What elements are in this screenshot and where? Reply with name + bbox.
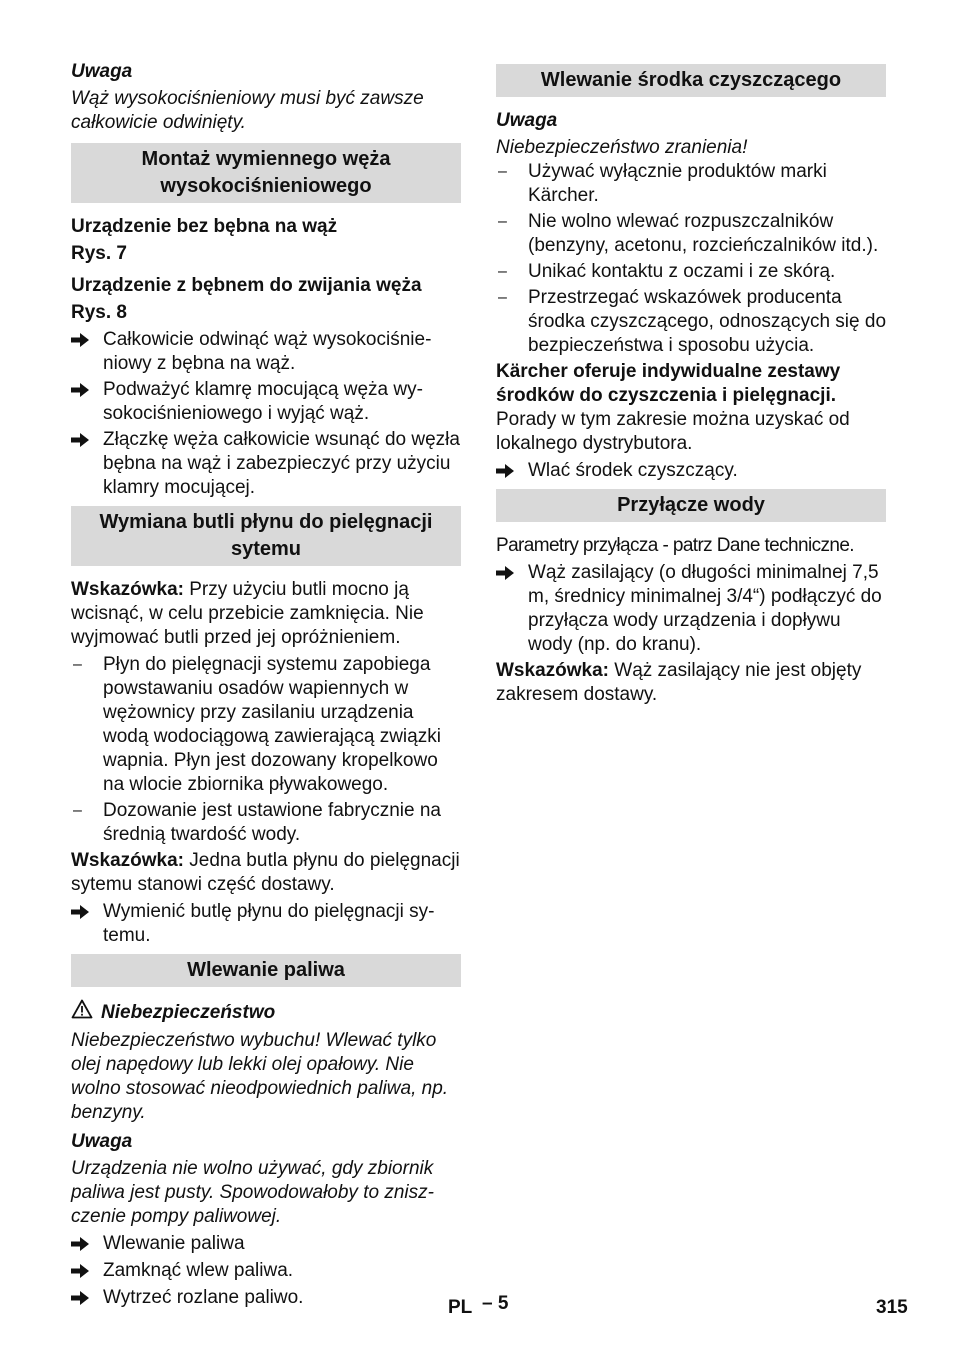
left-column xyxy=(71,60,461,1312)
arrow-right-icon xyxy=(71,1232,99,1252)
advice-text: Porady w tym zakresie można uzyskać od lokalnego dystrybutora. xyxy=(496,409,850,454)
list-item: Zamknąć wlew paliwa. xyxy=(71,1259,461,1283)
footer-lang: PL xyxy=(448,1297,473,1318)
section-heading-bottle-replacement: Wymiana butli płynu do pielęgnacji sytemu xyxy=(71,506,461,566)
dash-bullet: – xyxy=(498,163,507,180)
section-heading-hose-mounting: Montaż wymiennego węża wysokociśnieniowego xyxy=(71,143,461,203)
section-heading-detergent: Wlewanie środka czyszczącego xyxy=(496,64,886,97)
dash-bullet: – xyxy=(498,263,507,280)
arrow-right-icon xyxy=(71,378,99,398)
list-item: – Używać wyłącznie produktów marki Kärcher. xyxy=(498,161,827,206)
footer-page-number: 315 xyxy=(876,1297,908,1318)
warning-triangle-icon xyxy=(71,999,93,1026)
list-item: Wytrzeć rozlane paliwo. xyxy=(71,1286,461,1310)
parameters-text: Parametry przyłącza - patrz Dane techniczne. xyxy=(496,535,854,556)
list-item: – Unikać kontaktu z oczami i ze skórą. xyxy=(498,261,836,282)
note-text: Urządzenia nie wolno używać, gdy zbiornik paliwa jest pusty. Spowodowałoby to zniszczenie pompy paliwowej. xyxy=(71,1158,434,1227)
dash-bullet: – xyxy=(73,802,82,819)
hint-paragraph: Wskazówka: Jedna butla płynu do pielęgnacji sytemu stanowi część dostawy. xyxy=(71,850,460,895)
arrow-right-icon xyxy=(496,459,524,479)
right-column xyxy=(496,58,886,710)
subheading-with-reel: Urządzenie z bębnem do zwijania węża xyxy=(71,275,422,296)
subheading-no-reel: Urządzenie bez bębna na wąż xyxy=(71,216,338,237)
note-label: Uwaga xyxy=(71,61,133,82)
danger-text: Niebezpieczeństwo wybuchu! Wlewać tylko olej napędowy lub lekki olej opałowy. Nie wolno stosować nieodpowiednich paliwa, np. benzyny. xyxy=(71,1030,449,1123)
footer-page-dash: – 5 xyxy=(482,1293,509,1314)
list-item: Wlać środek czyszczący. xyxy=(496,459,886,483)
note-text: Wąż wysokociśnieniowy musi być zawsze całkowicie odwinięty. xyxy=(71,88,424,133)
arrow-right-icon xyxy=(71,1259,99,1279)
figure-ref: Rys. 8 xyxy=(71,302,127,323)
hint-paragraph: Wskazówka: Przy użyciu butli mocno ją wcisnąć, w celu przebicie zamknięcia. Nie wyjmować butli przed jej opróżnieniem. xyxy=(71,579,424,648)
list-item: Wąż zasilający (o długości minimalnej 7,5 m, średnicy minimalnej 3/4“) podłączyć do przyłącza wody urządzenia i dopływu wody (np. do kranu). xyxy=(496,561,886,657)
list-item: – Płyn do pielęgnacji systemu zapobiega powstawaniu osadów wapiennych w wężownicy przy zasilaniu urządzenia wodą wodociągową zawierającą związki wapnia. Płyn jest dozowany kropelkowo na wlocie zbiornika pływakowego. xyxy=(73,654,441,795)
list-item: – Przestrzegać wskazówek producenta środka czyszczącego, odnoszących się do bezpieczeństwa i sposobu użycia. xyxy=(498,287,887,356)
hint-paragraph: Wskazówka: Wąż zasilający nie jest objęty zakresem dostawy. xyxy=(496,660,862,705)
danger-label: Niebezpieczeństwo xyxy=(71,999,461,1026)
note-label: Uwaga xyxy=(71,1131,133,1152)
karcher-offer: Kärcher oferuje indywidualne zestawy środków do czyszczenia i pielęgnacji. xyxy=(496,361,841,406)
list-item: Wlewanie paliwa xyxy=(71,1232,461,1256)
arrow-right-icon xyxy=(71,900,99,920)
list-item: Wymienić butlę płynu do pielęgnacji sytemu. xyxy=(71,900,461,948)
arrow-right-icon xyxy=(71,328,99,348)
list-item: – Dozowanie jest ustawione fabrycznie na średnią twardość wody. xyxy=(73,800,441,845)
dash-bullet: – xyxy=(498,289,507,306)
dash-bullet: – xyxy=(498,213,507,230)
list-item: Podważyć klamrę mocującą węża wysokociśnieniowego i wyjąć wąż. xyxy=(71,378,461,426)
figure-ref: Rys. 7 xyxy=(71,243,127,264)
note-text: Niebezpieczeństwo zranienia! xyxy=(496,137,748,158)
section-heading-fuel: Wlewanie paliwa xyxy=(71,954,461,987)
dash-bullet: – xyxy=(73,656,82,673)
list-item: Złączkę węża całkowicie wsunąć do węzła bębna na wąż i zabezpieczyć przy użyciu klamry mocującej. xyxy=(71,428,461,500)
arrow-right-icon xyxy=(71,428,99,448)
note-label: Uwaga xyxy=(496,110,558,131)
arrow-right-icon xyxy=(71,1286,99,1306)
arrow-right-icon xyxy=(496,561,524,581)
section-heading-water-connection: Przyłącze wody xyxy=(496,489,886,522)
list-item: Całkowicie odwinąć wąż wysokociśnieniowy z bębna na wąż. xyxy=(71,328,461,376)
list-item: – Nie wolno wlewać rozpuszczalników (benzyny, acetonu, rozcieńczalników itd.). xyxy=(498,211,879,256)
